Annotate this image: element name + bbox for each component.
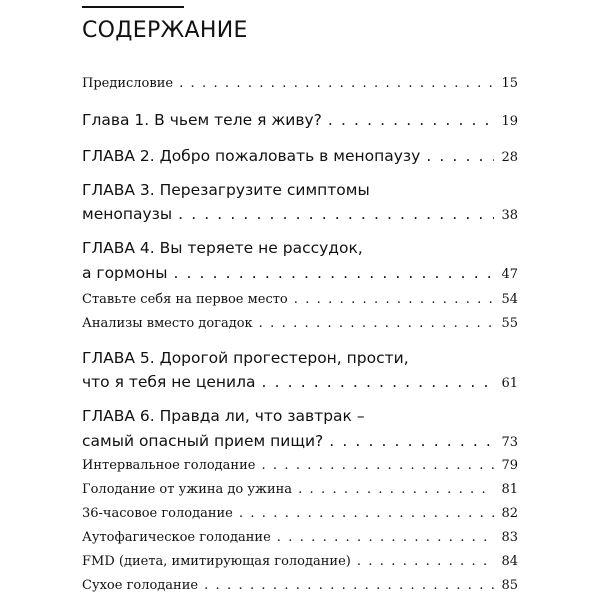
dot-leader (259, 316, 494, 331)
entry-page: 19 (501, 114, 518, 129)
entry-label: ГЛАВА 2. Добро пожаловать в менопаузу (82, 147, 421, 165)
entry-page: 73 (501, 435, 518, 450)
entry-label: Анализы вместо догадок (82, 316, 253, 331)
toc-entry-section[interactable] (82, 554, 518, 569)
entry-page: 84 (501, 554, 518, 569)
entry-page: 83 (501, 530, 518, 545)
entry-label: 36-часовое голодание (82, 506, 233, 521)
toc-entry-section[interactable] (82, 578, 518, 593)
toc-title: СОДЕРЖАНИЕ (82, 18, 248, 43)
entry-label: Ставьте себя на первое место (82, 292, 288, 307)
entry-label: менопаузы (82, 205, 173, 223)
dot-leader (277, 530, 494, 545)
dot-leader (329, 432, 494, 450)
toc-entry-chapter-2[interactable] (82, 147, 518, 165)
entry-page: 38 (501, 208, 518, 223)
entry-page: 61 (501, 376, 518, 391)
dot-leader (294, 292, 494, 307)
entry-page: 15 (501, 76, 518, 91)
toc-entry-section[interactable] (82, 458, 518, 473)
dot-leader (173, 264, 494, 282)
entry-page: 55 (501, 316, 518, 331)
dot-leader (262, 373, 494, 391)
dot-leader (178, 205, 494, 223)
toc-entry-chapter-5[interactable] (82, 373, 518, 391)
chapter-6-title-line1[interactable]: ГЛАВА 6. Правда ли, что завтрак – (82, 407, 365, 425)
entry-label: Предисловие (82, 76, 174, 91)
chapter-5-title-line1[interactable]: ГЛАВА 5. Дорогой прогестерон, прости, (82, 349, 409, 367)
entry-page: 28 (501, 150, 518, 165)
entry-page: 85 (501, 578, 518, 593)
dot-leader (179, 76, 494, 91)
entry-label: а гормоны (82, 264, 168, 282)
toc-entry-section[interactable] (82, 482, 518, 497)
toc-entry-chapter-6[interactable] (82, 432, 518, 450)
toc-entry-chapter-3[interactable] (82, 205, 518, 223)
entry-page: 54 (501, 292, 518, 307)
toc-entry-chapter-4[interactable] (82, 264, 518, 282)
entry-label: Сухое голодание (82, 578, 199, 593)
dot-leader (239, 506, 494, 521)
entry-label: Голодание от ужина до ужина (82, 482, 293, 497)
toc-entry-section[interactable] (82, 292, 518, 307)
entry-page: 81 (501, 482, 518, 497)
chapter-4-title-line1[interactable]: ГЛАВА 4. Вы теряете не рассудок, (82, 239, 363, 257)
title-rule (82, 6, 184, 8)
entry-page: 82 (501, 506, 518, 521)
dot-leader (298, 482, 494, 497)
entry-page: 79 (501, 458, 518, 473)
dot-leader (328, 111, 494, 129)
entry-label: самый опасный прием пищи? (82, 432, 324, 450)
toc-entry-preface[interactable] (82, 76, 518, 91)
toc-entry-chapter-1[interactable] (82, 111, 518, 129)
dot-leader (357, 554, 494, 569)
entry-label: Аутофагическое голодание (82, 530, 271, 545)
entry-label: Глава 1. В чьем теле я живу? (82, 111, 322, 129)
toc-entry-section[interactable] (82, 506, 518, 521)
entry-page: 47 (501, 267, 518, 282)
dot-leader (261, 458, 494, 473)
toc-entry-section[interactable] (82, 530, 518, 545)
toc-entry-section[interactable] (82, 316, 518, 331)
dot-leader (426, 147, 494, 165)
entry-label: FMD (диета, имитирующая голодание) (82, 554, 351, 569)
dot-leader (204, 578, 494, 593)
entry-label: что я тебя не ценила (82, 373, 256, 391)
chapter-3-title-line1[interactable]: ГЛАВА 3. Перезагрузите симптомы (82, 181, 370, 199)
entry-label: Интервальное голодание (82, 458, 256, 473)
